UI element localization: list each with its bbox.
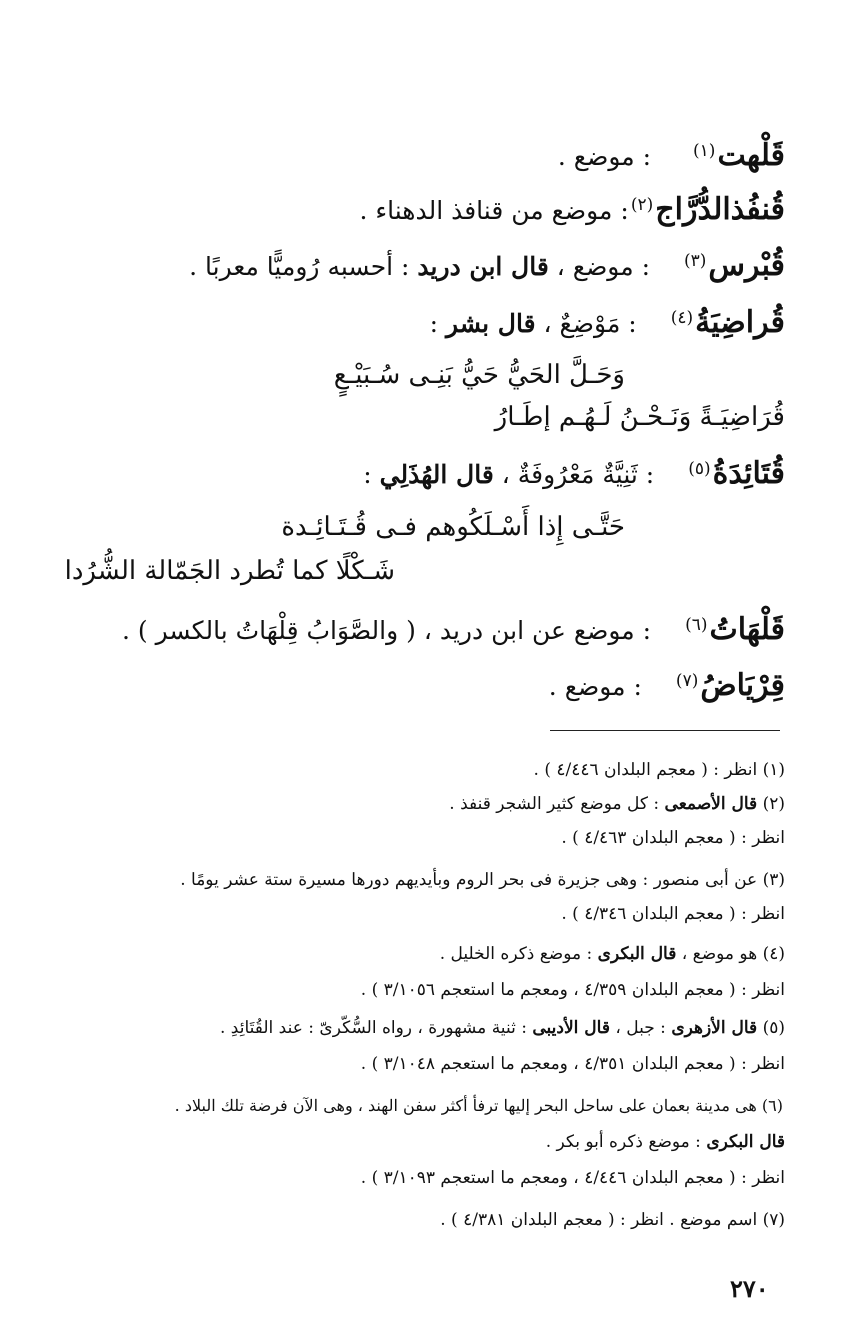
footnote-text: : كل موضع كثير الشجر قنفذ . (449, 794, 660, 814)
footnote-3-ref: انظر : ( معجم البلدان ٤/٣٤٦ ) . (561, 904, 785, 924)
entry-qiryad (65, 668, 785, 703)
footnote-text: : جبل ، (615, 1018, 666, 1038)
quote-source: قال الأصمعى (664, 794, 758, 814)
entry-qubrus (65, 248, 785, 283)
footnote-number: (٥) (762, 1018, 785, 1038)
footnote-6-b (65, 1132, 785, 1152)
definition: موضع . (557, 142, 635, 171)
footnote-3: (٣) عن أبى منصور : وهى جزيرة فى بحر الروم وبأيديهم دورها مسيرة ستة عشر يومًا . (180, 870, 785, 890)
definition-part: : (363, 460, 372, 489)
headword: قُبْرس (708, 248, 785, 283)
quote-source: قال الأزهرى (671, 1018, 758, 1038)
verse-line: شَـكْلًا كما تُطرد الجَمّالة الشُّرُدا (64, 556, 395, 586)
entry-qutaida (65, 456, 785, 491)
footnote-5 (65, 1018, 785, 1038)
footnote-text: : موضع ذكره أبو بكر . (545, 1132, 701, 1152)
headword: قُنفُذالدُّرَّاج (655, 192, 785, 227)
footnote-7: (٧) اسم موضع . انظر : ( معجم البلدان ٤/٣٨١ ) . (440, 1210, 785, 1230)
definition-part: موضع ، (556, 252, 634, 281)
quote-source: قال البكرى (597, 944, 677, 964)
quote-source: قال البكرى (706, 1132, 785, 1152)
footnote-5-ref: انظر : ( معجم البلدان ٤/٣٥١ ، ومعجم ما استعجم ٣/١٠٤٨ ) . (360, 1054, 785, 1074)
footnote-2-ref: انظر : ( معجم البلدان ٤/٤٦٣ ) . (561, 828, 785, 848)
headword: قُراضِيَةُ (695, 305, 785, 340)
quote-source: قال بشر (446, 309, 536, 338)
entry-quradiya (65, 305, 785, 340)
footnote-ref: (٢) (630, 194, 654, 215)
definition: موضع عن ابن دريد ، ( والصَّوَابُ قِلْهَاتُ بالكسر ) . (121, 616, 635, 645)
definition-part: مَوْضِعٌ ، (543, 309, 621, 338)
entry-qalhat-2 (65, 612, 785, 647)
footnote-ref: (١) (693, 140, 716, 161)
headword: قَلْهت (717, 138, 785, 173)
footnote-ref: (٧) (675, 670, 699, 691)
footnote-number: (٢) (762, 794, 785, 814)
footnote-6: (٦) هى مدينة بعمان على ساحل البحر إليها ترفأ أكثر سفن الهند ، وهى الآن فرضة تلك البلاد . (174, 1096, 783, 1115)
separator: : (633, 672, 642, 701)
separator: : (645, 460, 655, 489)
page-number: ٢٧٠ (730, 1274, 769, 1303)
separator: : (620, 196, 629, 225)
footnote-ref: (٣) (684, 250, 707, 271)
verse-line: حَتَّـى إِذا أَسْـلَكُوهم فـى قُـتَـائِـدة (281, 512, 625, 542)
footnote-6-ref: انظر : ( معجم البلدان ٤/٤٤٦ ، ومعجم ما استعجم ٣/١٠٩٣ ) . (360, 1168, 785, 1188)
separator: : (641, 252, 650, 281)
footnote-1: (١) انظر : ( معجم البلدان ٤/٤٤٦ ) . (533, 760, 785, 780)
definition-part: : (429, 309, 439, 338)
separator: : (642, 142, 652, 171)
definition: موضع . (548, 672, 626, 701)
quote-source: قال الهُذَلِي (379, 460, 494, 489)
footnote-ref: (٥) (688, 458, 711, 479)
definition-part: : أحسبه رُوميًّا معربًا . (189, 252, 410, 281)
separator: : (642, 616, 652, 645)
headword: قِرْيَاضُ (700, 668, 785, 703)
definition-part: ثَنِيَّةٌ مَعْرُوفَةٌ ، (501, 460, 638, 489)
verse-line: قُرَاضِيَـةً وَنَـحْـنُ لَـهُـم إطَـارُ (494, 402, 785, 432)
footnote-ref: (٤) (670, 307, 694, 328)
footnote-2 (65, 794, 785, 814)
definition: موضع من قنافذ الدهناء . (359, 196, 613, 225)
quote-source: قال الأديبى (532, 1018, 610, 1038)
entry-qalhat (65, 138, 785, 173)
verse-line: وَحَـلَّ الحَيُّ حَيُّ بَنِـى سُـبَيْـعٍ (333, 360, 625, 390)
footnote-4-ref: انظر : ( معجم البلدان ٤/٣٥٩ ، ومعجم ما استعجم ٣/١٠٥٦ ) . (360, 980, 785, 1000)
headword: قُتَائِدَةُ (712, 456, 785, 491)
footnote-divider (550, 730, 780, 731)
quote-source: قال ابن دريد (417, 252, 549, 281)
entry-qunfudh (65, 192, 785, 227)
separator: : (628, 309, 637, 338)
headword: قَلْهَاتُ (709, 612, 785, 647)
footnote-ref: (٦) (685, 614, 708, 635)
footnote-text: : ثنية مشهورة ، رواه السُّكّرىّ : عند القُتَائِدِ . (219, 1018, 527, 1038)
footnote-4 (65, 944, 785, 964)
footnote-text: : موضع ذكره الخليل . (439, 944, 593, 964)
footnote-text: (٤) هو موضع ، (681, 944, 785, 964)
